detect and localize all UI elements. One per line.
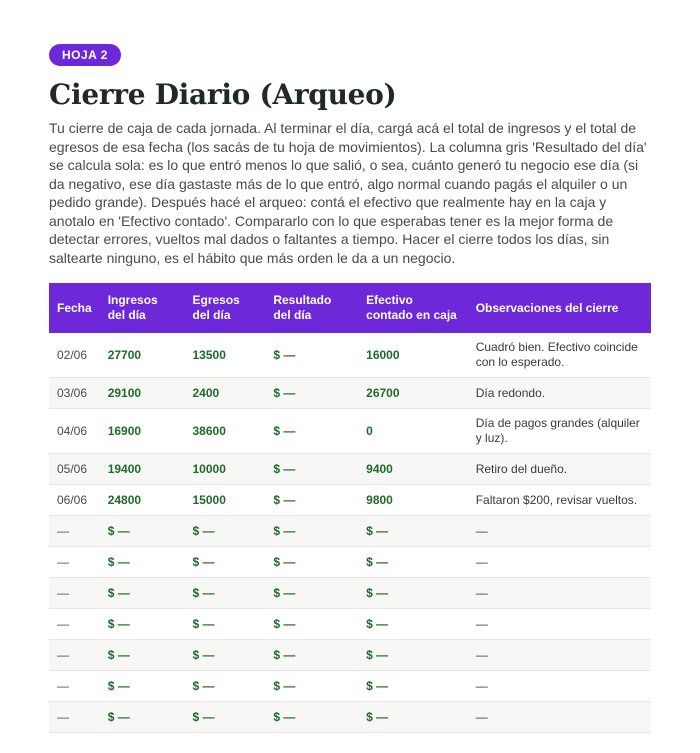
cell-efectivo[interactable]: $ —: [358, 702, 468, 733]
header-egresos: Egresos del día: [185, 283, 266, 333]
cell-fecha[interactable]: 03/06: [49, 378, 100, 409]
cell-ingresos[interactable]: 24800: [100, 485, 185, 516]
intro-paragraph: Tu cierre de caja de cada jornada. Al terminar el día, cargá acá el total de ingresos y el total de egresos de esa fecha (los sacás de tu hoja de movimientos). La columna gris 'Resultado del día' se calcula sola: es lo que entró menos lo que salió, o sea, cuánto generó tu negocio ese día (si da negativo, ese día gastaste más de lo que entró, algo normal cuando pagás el alquiler o un pedido grande). Después hacé el arqueo: contá el efectivo que realmente hay en la caja y anotalo en 'Efectivo contado'. Compararlo con lo que esperabas tener es la mejor forma de detectar errores, vueltos mal dados o faltantes a tiempo. Hacer el cierre todos los días, sin saltearte ninguno, es el hábito que más orden le da a un negocio.: [49, 120, 647, 266]
table-row[interactable]: [49, 333, 651, 378]
cell-efectivo[interactable]: $ —: [358, 516, 468, 547]
cell-observaciones[interactable]: —: [468, 640, 651, 671]
cell-resultado[interactable]: $ —: [265, 702, 358, 733]
cell-observaciones[interactable]: Día de pagos grandes (alquiler y luz).: [468, 409, 651, 454]
cell-fecha[interactable]: —: [49, 609, 100, 640]
cell-resultado[interactable]: $ —: [265, 640, 358, 671]
table-row[interactable]: [49, 485, 651, 516]
cell-fecha[interactable]: —: [49, 640, 100, 671]
cell-fecha[interactable]: 05/06: [49, 454, 100, 485]
cell-ingresos[interactable]: 19400: [100, 454, 185, 485]
cell-egresos[interactable]: $ —: [185, 702, 266, 733]
cell-efectivo[interactable]: $ —: [358, 609, 468, 640]
table-row[interactable]: [49, 516, 651, 547]
cell-egresos[interactable]: 2400: [185, 378, 266, 409]
cell-ingresos[interactable]: $ —: [100, 671, 185, 702]
table-row[interactable]: [49, 547, 651, 578]
cell-efectivo[interactable]: $ —: [358, 547, 468, 578]
cell-efectivo[interactable]: 9400: [358, 454, 468, 485]
cell-ingresos[interactable]: $ —: [100, 516, 185, 547]
cell-ingresos[interactable]: $ —: [100, 578, 185, 609]
cell-egresos[interactable]: $ —: [185, 671, 266, 702]
cell-egresos[interactable]: $ —: [185, 516, 266, 547]
cell-efectivo[interactable]: 9800: [358, 485, 468, 516]
cell-egresos[interactable]: $ —: [185, 640, 266, 671]
cell-resultado[interactable]: $ —: [265, 333, 358, 378]
cell-egresos[interactable]: 38600: [185, 409, 266, 454]
cell-fecha[interactable]: —: [49, 547, 100, 578]
cell-fecha[interactable]: 06/06: [49, 485, 100, 516]
table-row[interactable]: [49, 702, 651, 733]
cell-resultado[interactable]: $ —: [265, 547, 358, 578]
cell-observaciones[interactable]: Cuadró bien. Efectivo coincide con lo esperado.: [468, 333, 651, 378]
cell-efectivo[interactable]: $ —: [358, 640, 468, 671]
cell-resultado[interactable]: $ —: [265, 578, 358, 609]
cell-fecha[interactable]: —: [49, 578, 100, 609]
cell-observaciones[interactable]: —: [468, 516, 651, 547]
cell-resultado[interactable]: $ —: [265, 485, 358, 516]
cell-efectivo[interactable]: $ —: [358, 578, 468, 609]
cell-efectivo[interactable]: 26700: [358, 378, 468, 409]
cell-fecha[interactable]: —: [49, 516, 100, 547]
cell-resultado[interactable]: $ —: [265, 671, 358, 702]
cell-egresos[interactable]: $ —: [185, 547, 266, 578]
table-row[interactable]: [49, 409, 651, 454]
table-header: [49, 283, 651, 333]
table-row[interactable]: [49, 454, 651, 485]
cell-resultado[interactable]: $ —: [265, 378, 358, 409]
cell-observaciones[interactable]: —: [468, 609, 651, 640]
cell-ingresos[interactable]: 27700: [100, 333, 185, 378]
cell-egresos[interactable]: 13500: [185, 333, 266, 378]
cell-fecha[interactable]: 02/06: [49, 333, 100, 378]
cell-ingresos[interactable]: $ —: [100, 609, 185, 640]
cell-observaciones[interactable]: —: [468, 671, 651, 702]
table-row[interactable]: [49, 671, 651, 702]
cell-ingresos[interactable]: $ —: [100, 640, 185, 671]
header-fecha: Fecha: [49, 283, 100, 333]
cell-observaciones[interactable]: —: [468, 702, 651, 733]
cell-fecha[interactable]: —: [49, 671, 100, 702]
cell-egresos[interactable]: 15000: [185, 485, 266, 516]
cell-fecha[interactable]: 04/06: [49, 409, 100, 454]
cell-egresos[interactable]: $ —: [185, 609, 266, 640]
cell-efectivo[interactable]: 16000: [358, 333, 468, 378]
cell-efectivo[interactable]: 0: [358, 409, 468, 454]
header-ingresos: Ingresos del día: [100, 283, 185, 333]
cell-resultado[interactable]: $ —: [265, 454, 358, 485]
cell-egresos[interactable]: 10000: [185, 454, 266, 485]
cell-observaciones[interactable]: Retiro del dueño.: [468, 454, 651, 485]
page-title: Cierre Diario (Arqueo): [49, 78, 397, 111]
cell-resultado[interactable]: $ —: [265, 409, 358, 454]
cell-resultado[interactable]: $ —: [265, 516, 358, 547]
header-resultado: Resultado del día: [265, 283, 358, 333]
header-efectivo: Efectivo contado en caja: [358, 283, 468, 333]
header-row: [49, 283, 651, 333]
cell-egresos[interactable]: $ —: [185, 578, 266, 609]
cell-observaciones[interactable]: Día redondo.: [468, 378, 651, 409]
daily-close-table: [49, 283, 651, 733]
cell-ingresos[interactable]: $ —: [100, 702, 185, 733]
cell-observaciones[interactable]: —: [468, 547, 651, 578]
header-observaciones: Observaciones del cierre: [468, 283, 651, 333]
table-row[interactable]: [49, 578, 651, 609]
table-row[interactable]: [49, 609, 651, 640]
cell-ingresos[interactable]: $ —: [100, 547, 185, 578]
cell-observaciones[interactable]: Faltaron $200, revisar vueltos.: [468, 485, 651, 516]
cell-ingresos[interactable]: 29100: [100, 378, 185, 409]
table-row[interactable]: [49, 378, 651, 409]
sheet-badge: HOJA 2: [49, 44, 121, 66]
cell-observaciones[interactable]: —: [468, 578, 651, 609]
table-body: [49, 333, 651, 733]
cell-resultado[interactable]: $ —: [265, 609, 358, 640]
cell-fecha[interactable]: —: [49, 702, 100, 733]
cell-ingresos[interactable]: 16900: [100, 409, 185, 454]
table-row[interactable]: [49, 640, 651, 671]
cell-efectivo[interactable]: $ —: [358, 671, 468, 702]
